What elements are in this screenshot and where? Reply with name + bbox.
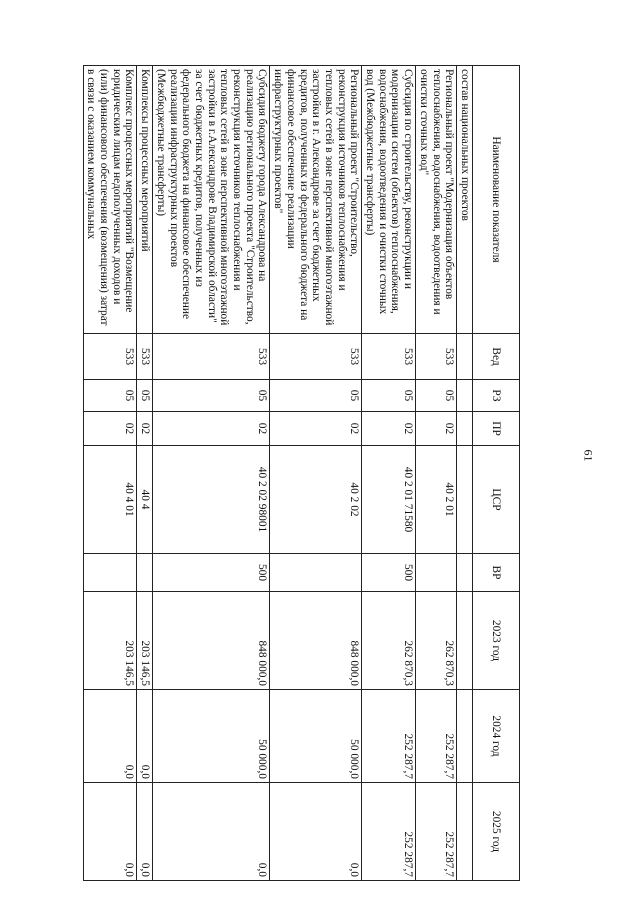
row-2024: 50 000,0 [270, 690, 362, 783]
row-2023: 848 000,0 [153, 592, 270, 690]
row-2025: 0,0 [153, 783, 270, 881]
table-row [457, 66, 473, 881]
header-vr: ВР [473, 554, 520, 592]
row-name: Комплекс процессных мероприятий "Возмещение юридическим лицам недополученных доходов и (или) финансового обеспечения (возмещения) затрат в связи с оказанием коммунальных [83, 66, 137, 334]
row-ved: 533 [83, 334, 137, 380]
row-csr: 40 4 [137, 446, 153, 554]
page-number: 61 [581, 449, 596, 462]
table-row [153, 66, 270, 881]
row-csr: 40 4 01 [83, 446, 137, 554]
row-ved: 533 [416, 334, 457, 380]
row-2024: 252 287,7 [416, 690, 457, 783]
table-row [270, 66, 362, 881]
table-row [416, 66, 457, 881]
row-pr: 02 [83, 412, 137, 446]
row-csr: 40 2 01 71580 [362, 446, 416, 554]
row-pr: 02 [137, 412, 153, 446]
row-2025 [457, 783, 473, 881]
row-2025: 252 287,7 [362, 783, 416, 881]
row-vr [83, 554, 137, 592]
row-2025: 0,0 [83, 783, 137, 881]
row-vr: 500 [153, 554, 270, 592]
header-2025: 2025 год [473, 783, 520, 881]
header-pr: ПР [473, 412, 520, 446]
row-name: состав национальных проектов [457, 66, 473, 334]
row-pr: 02 [153, 412, 270, 446]
header-csr: ЦСР [473, 446, 520, 554]
row-2023: 262 870,3 [362, 592, 416, 690]
row-2025: 0,0 [137, 783, 153, 881]
row-pr: 02 [362, 412, 416, 446]
row-name: Субсидия бюджету города Александрова на реализацию регионального проекта "Строительство, реконструкция источников теплоснабжения и тепловых сетей в зоне перспективной многоэтажной застройки в г.Александрове Владимирской области" за счет бюджетных кредитов, полученных из федерального бюджета на финансовое обеспечение реализации инфраструктурных проектов (Межбюджетные трансферты) [153, 66, 270, 334]
table-row [137, 66, 153, 881]
row-vr [137, 554, 153, 592]
budget-table [83, 65, 520, 881]
row-rz: 05 [362, 380, 416, 412]
row-name: Субсидия по строительству, реконструкции и модернизации систем (объектов) теплоснабжения, водоснабжения, водоотведения и очистки сточных вод (Межбюджетные трансферты) [362, 66, 416, 334]
row-rz: 05 [416, 380, 457, 412]
header-row [473, 66, 520, 881]
header-2023: 2023 год [473, 592, 520, 690]
row-2024: 50 000,0 [153, 690, 270, 783]
row-pr: 02 [416, 412, 457, 446]
row-2023: 848 000,0 [270, 592, 362, 690]
row-2025: 0,0 [270, 783, 362, 881]
row-rz: 05 [270, 380, 362, 412]
row-vr [270, 554, 362, 592]
row-pr [457, 412, 473, 446]
row-ved: 533 [362, 334, 416, 380]
row-2023: 203 146,5 [83, 592, 137, 690]
header-name: Наименование показателя [473, 66, 520, 334]
row-name: Региональный проект "Модернизация объектов теплоснабжения, водоснабжения, водоотведения и очистки сточных вод" [416, 66, 457, 334]
row-vr [457, 554, 473, 592]
row-ved: 533 [270, 334, 362, 380]
row-2023 [457, 592, 473, 690]
row-2024: 0,0 [83, 690, 137, 783]
row-2024 [457, 690, 473, 783]
row-vr [416, 554, 457, 592]
row-name: Региональный проект "Строительство, реконструкция источников теплоснабжения и тепловых сетей в зоне перспективной многоэтажной застройки в г. Александрове за счет бюджетных кредитов, полученных из федерального бюджета на финансовое обеспечение реализации инфраструктурных проектов" [270, 66, 362, 334]
rotated-table-container [15, 65, 520, 880]
row-2024: 252 287,7 [362, 690, 416, 783]
row-rz: 05 [83, 380, 137, 412]
row-2023: 203 146,5 [137, 592, 153, 690]
row-csr: 40 2 02 98001 [153, 446, 270, 554]
row-vr: 500 [362, 554, 416, 592]
header-2024: 2024 год [473, 690, 520, 783]
row-2023: 262 870,3 [416, 592, 457, 690]
header-rz: РЗ [473, 380, 520, 412]
row-2024: 0,0 [137, 690, 153, 783]
row-2025: 252 287,7 [416, 783, 457, 881]
row-rz: 05 [137, 380, 153, 412]
row-ved: 533 [153, 334, 270, 380]
row-rz: 05 [153, 380, 270, 412]
row-csr [457, 446, 473, 554]
row-csr: 40 2 02 [270, 446, 362, 554]
table-row [362, 66, 416, 881]
row-rz [457, 380, 473, 412]
row-ved [457, 334, 473, 380]
row-ved: 533 [137, 334, 153, 380]
row-name: Комплексы процессных мероприятий [137, 66, 153, 334]
row-csr: 40 2 01 [416, 446, 457, 554]
row-pr: 02 [270, 412, 362, 446]
table-row [83, 66, 137, 881]
header-ved: Вед [473, 334, 520, 380]
